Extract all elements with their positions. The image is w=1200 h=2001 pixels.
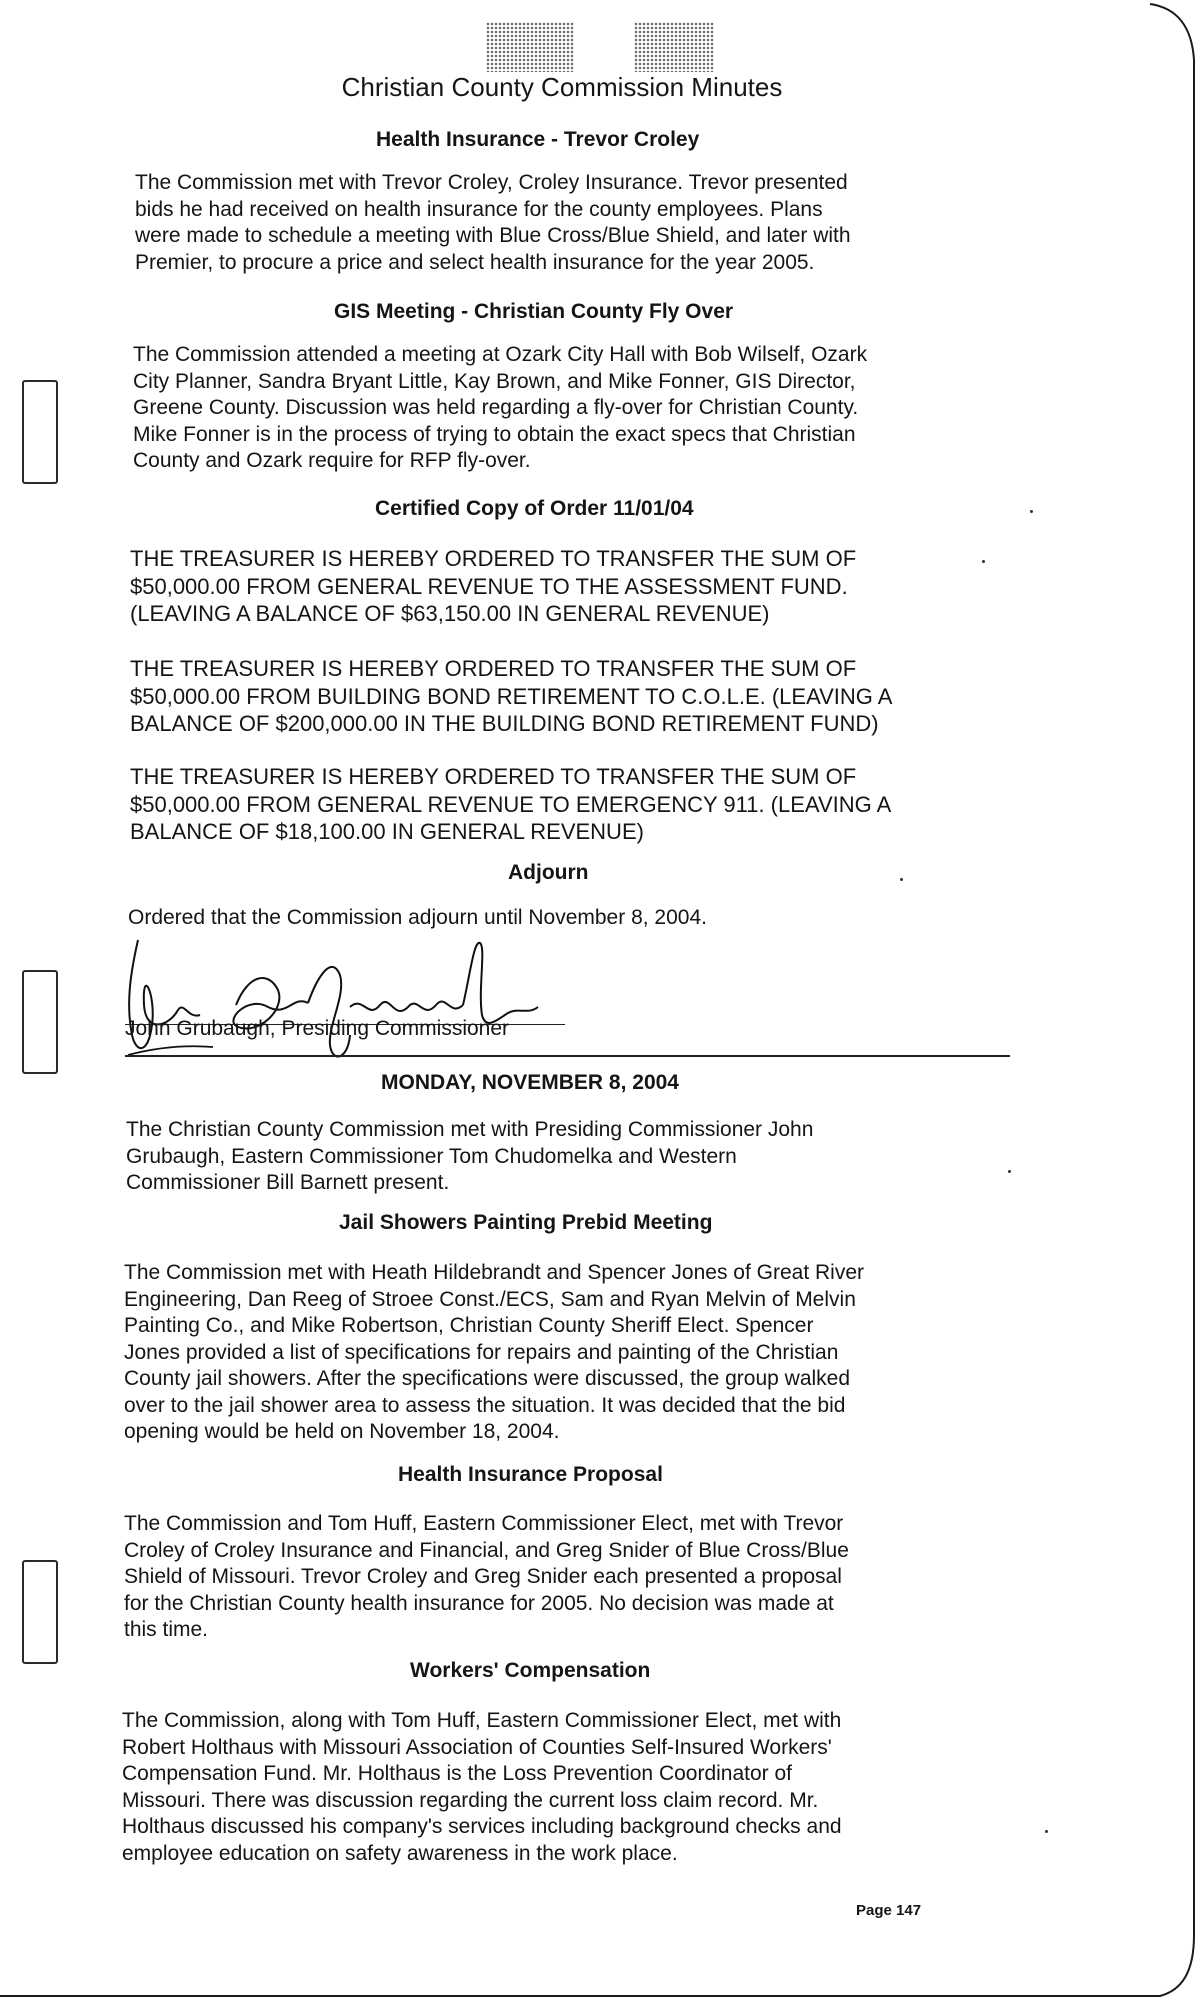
text-line: bids he had received on health insurance for the county employees. Plans bbox=[135, 197, 823, 221]
seal-stamp-right bbox=[634, 22, 714, 72]
section-divider bbox=[125, 1055, 1010, 1057]
text-line: Jones provided a list of specifications for repairs and painting of the Christian bbox=[124, 1340, 839, 1364]
text-line: (LEAVING A BALANCE OF $63,150.00 IN GENERAL REVENUE) bbox=[130, 601, 770, 626]
punch-hole-middle bbox=[22, 970, 58, 1074]
signature-caption: John Grubaugh, Presiding Commissioner bbox=[125, 1017, 510, 1040]
order-paragraph-2 bbox=[130, 655, 1010, 738]
text-line: employee education on safety awareness in the work place. bbox=[122, 1841, 678, 1865]
seal-stamp-left bbox=[486, 22, 574, 72]
paragraph-attendance bbox=[126, 1117, 986, 1197]
text-line: County jail showers. After the specifications were discussed, the group walked bbox=[124, 1367, 851, 1390]
handwritten-signature bbox=[118, 935, 578, 1070]
text-line: Compensation Fund. Mr. Holthaus is the Loss Prevention Coordinator of bbox=[122, 1762, 793, 1785]
section-heading-adjourn: Adjourn bbox=[508, 861, 589, 884]
text-line: Mike Fonner is in the process of trying to obtain the exact specs that Christian bbox=[133, 422, 856, 446]
text-line: BALANCE OF $18,100.00 IN GENERAL REVENUE) bbox=[130, 819, 644, 844]
text-line: The Commission met with Heath Hildebrandt and Spencer Jones of Great River bbox=[124, 1261, 865, 1284]
text-line: Grubaugh, Eastern Commissioner Tom Chudomelka and Western bbox=[126, 1144, 737, 1168]
section-heading-health-insurance: Health Insurance - Trevor Croley bbox=[376, 128, 700, 151]
text-line: Painting Co., and Mike Robertson, Christian County Sheriff Elect. Spencer bbox=[124, 1314, 814, 1337]
text-line: $50,000.00 FROM BUILDING BOND RETIREMENT TO C.O.L.E. (LEAVING A bbox=[130, 683, 893, 709]
adjourn-text: Ordered that the Commission adjourn until November 8, 2004. bbox=[128, 906, 707, 929]
section-heading-workers-comp: Workers' Compensation bbox=[410, 1659, 651, 1682]
order-paragraph-3 bbox=[130, 763, 1010, 846]
scan-speck bbox=[1030, 510, 1033, 513]
text-line: Missouri. There was discussion regarding the current loss claim record. Mr. bbox=[122, 1788, 819, 1812]
text-line: The Christian County Commission met with Presiding Commissioner John bbox=[126, 1118, 814, 1141]
punch-hole-bottom bbox=[22, 1560, 58, 1664]
text-line: BALANCE OF $200,000.00 IN THE BUILDING BOND RETIREMENT FUND) bbox=[130, 711, 879, 736]
paragraph-health-proposal bbox=[124, 1511, 994, 1644]
text-line: The Commission and Tom Huff, Eastern Commissioner Elect, met with Trevor bbox=[124, 1512, 844, 1535]
paragraph-health-insurance bbox=[135, 170, 995, 276]
scan-speck bbox=[1008, 1170, 1011, 1173]
text-line: Engineering, Dan Reeg of Stroee Const./ECS, Sam and Ryan Melvin of Melvin bbox=[124, 1287, 856, 1311]
text-line: were made to schedule a meeting with Blue Cross/Blue Shield, and later with bbox=[135, 224, 851, 247]
text-line: Premier, to procure a price and select health insurance for the year 2005. bbox=[135, 250, 815, 274]
text-line: Commissioner Bill Barnett present. bbox=[126, 1171, 450, 1194]
text-line: The Commission, along with Tom Huff, Eastern Commissioner Elect, met with bbox=[122, 1709, 842, 1732]
text-line: THE TREASURER IS HEREBY ORDERED TO TRANSFER THE SUM OF bbox=[130, 656, 857, 681]
paragraph-gis-meeting bbox=[133, 342, 1003, 475]
date-heading: MONDAY, NOVEMBER 8, 2004 bbox=[381, 1071, 679, 1094]
section-heading-gis-meeting: GIS Meeting - Christian County Fly Over bbox=[334, 300, 734, 323]
punch-hole-top bbox=[22, 380, 58, 484]
text-line: for the Christian County health insurance for 2005. No decision was made at bbox=[124, 1591, 834, 1615]
paragraph-jail-showers bbox=[124, 1260, 1004, 1446]
scan-speck bbox=[1045, 1830, 1048, 1833]
text-line: The Commission met with Trevor Croley, Croley Insurance. Trevor presented bbox=[135, 171, 848, 194]
text-line: Holthaus discussed his company's services including background checks and bbox=[122, 1815, 842, 1838]
text-line: $50,000.00 FROM GENERAL REVENUE TO THE ASSESSMENT FUND. bbox=[130, 573, 848, 599]
text-line: THE TREASURER IS HEREBY ORDERED TO TRANSFER THE SUM OF bbox=[130, 546, 857, 571]
text-line: this time. bbox=[124, 1618, 209, 1641]
page-title: Christian County Commission Minutes bbox=[341, 72, 783, 102]
text-line: City Planner, Sandra Bryant Little, Kay Brown, and Mike Fonner, GIS Director, bbox=[133, 369, 856, 393]
scan-speck bbox=[900, 878, 903, 881]
text-line: Shield of Missouri. Trevor Croley and Greg Snider each presented a proposal bbox=[124, 1565, 842, 1588]
text-line: over to the jail shower area to assess the situation. It was decided that the bid bbox=[124, 1393, 846, 1417]
order-paragraph-1 bbox=[130, 545, 990, 628]
text-line: The Commission attended a meeting at Ozark City Hall with Bob Wilself, Ozark bbox=[133, 343, 868, 366]
text-line: opening would be held on November 18, 2004. bbox=[124, 1420, 560, 1443]
section-heading-jail-showers: Jail Showers Painting Prebid Meeting bbox=[339, 1211, 713, 1234]
section-heading-certified-order: Certified Copy of Order 11/01/04 bbox=[375, 497, 694, 520]
text-line: Robert Holthaus with Missouri Association of Counties Self-Insured Workers' bbox=[122, 1735, 832, 1759]
section-heading-health-proposal: Health Insurance Proposal bbox=[398, 1463, 663, 1486]
page-number: Page 147 bbox=[856, 1902, 922, 1919]
text-line: Greene County. Discussion was held regarding a fly-over for Christian County. bbox=[133, 396, 859, 419]
paragraph-workers-comp bbox=[122, 1708, 1002, 1867]
scan-speck bbox=[982, 560, 985, 563]
text-line: County and Ozark require for RFP fly-over. bbox=[133, 449, 531, 472]
text-line: Croley of Croley Insurance and Financial, and Greg Snider of Blue Cross/Blue bbox=[124, 1538, 849, 1562]
text-line: THE TREASURER IS HEREBY ORDERED TO TRANSFER THE SUM OF bbox=[130, 764, 857, 789]
text-line: $50,000.00 FROM GENERAL REVENUE TO EMERGENCY 911. (LEAVING A bbox=[130, 791, 892, 817]
